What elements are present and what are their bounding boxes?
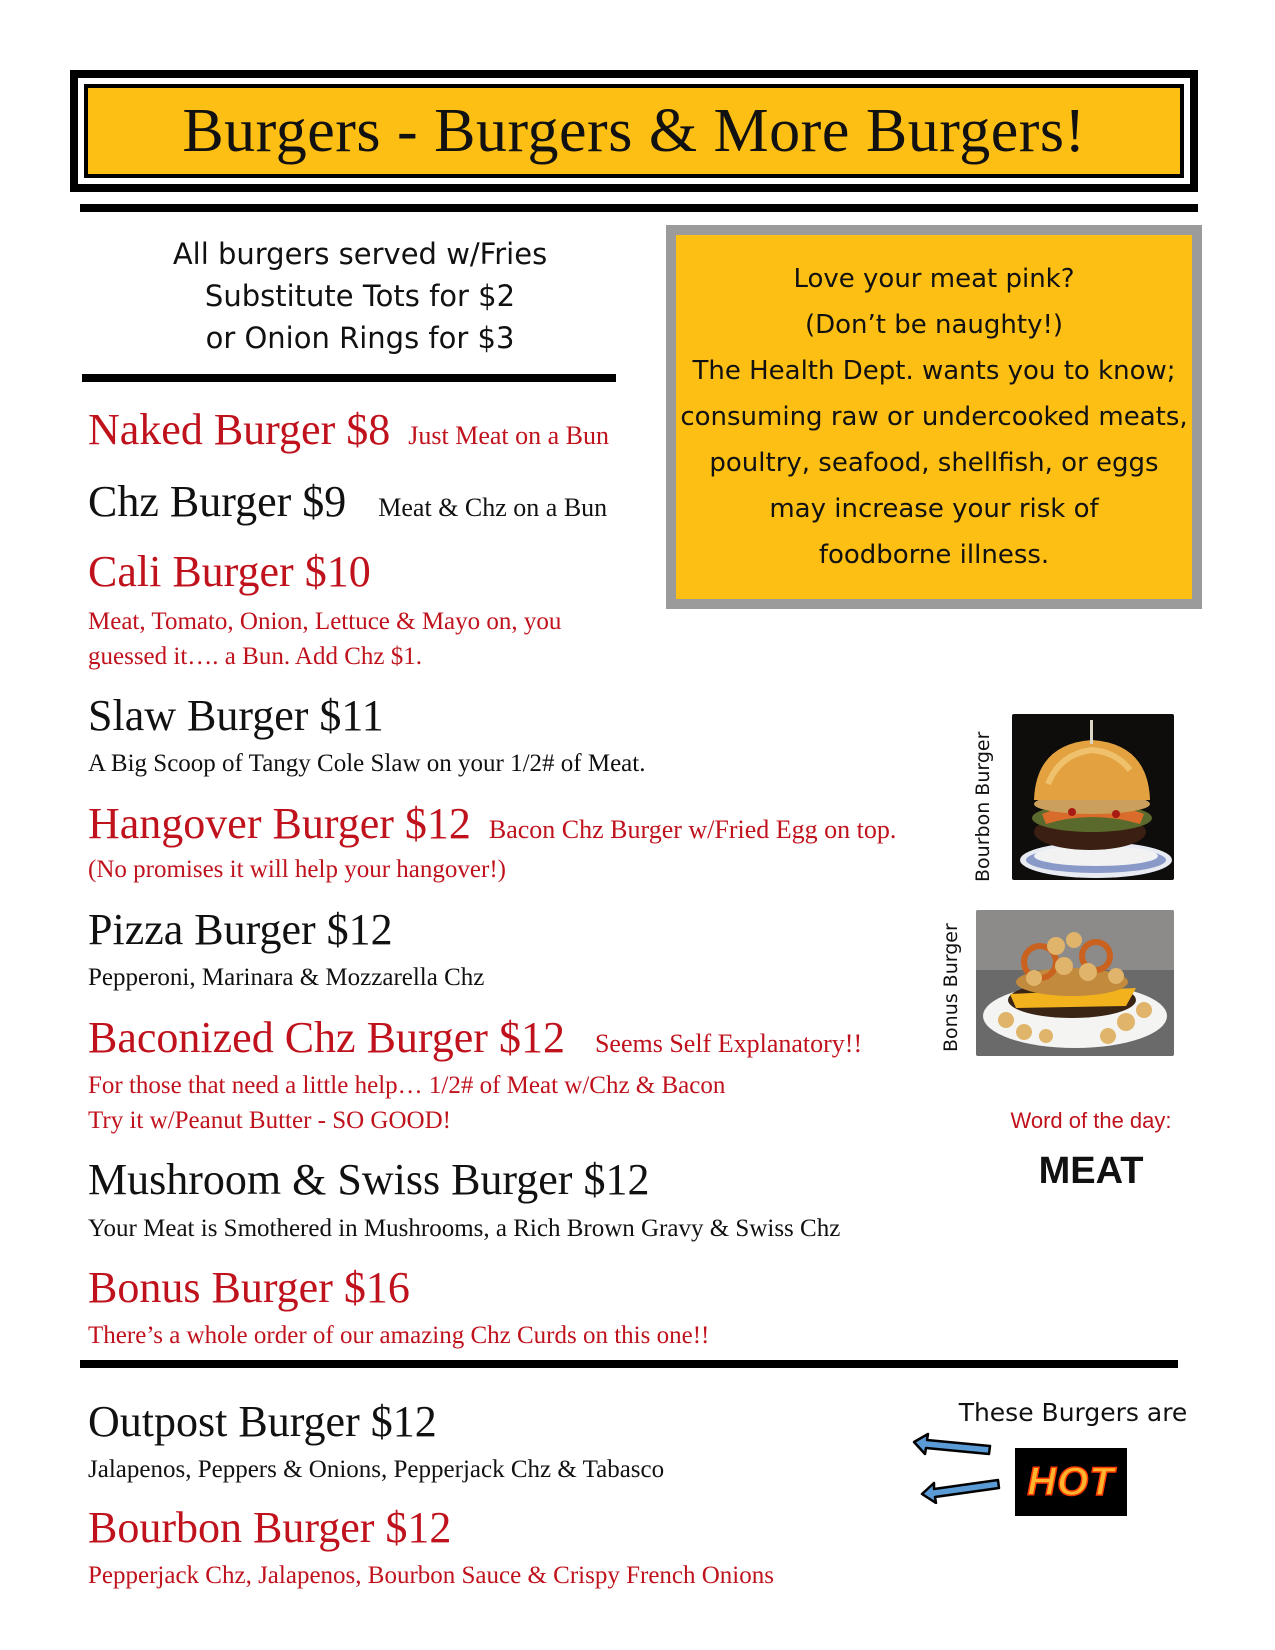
- item-desc: A Big Scoop of Tangy Cole Slaw on your 1/2# of Meat.: [88, 750, 646, 777]
- menu-item-cali: [88, 546, 371, 597]
- item-desc: Try it w/Peanut Butter - SO GOOD!: [88, 1107, 451, 1134]
- menu-item-baconized: [88, 1012, 862, 1063]
- bourbon-burger-photo: [1012, 714, 1174, 880]
- item-note: Just Meat on a Bun: [408, 421, 609, 450]
- menu-item-slaw: [88, 690, 384, 741]
- menu-item-outpost: [88, 1396, 437, 1447]
- menu-item-bourbon: [88, 1502, 451, 1553]
- bonus-burger-photo: [976, 910, 1174, 1056]
- item-desc: For those that need a little help… 1/2# of Meat w/Chz & Bacon: [88, 1072, 726, 1099]
- hot-badge-text: HOT: [1027, 1459, 1115, 1504]
- intro-line: or Onion Rings for $3: [205, 321, 515, 355]
- item-desc: There’s a whole order of our amazing Chz Curds on this one!!: [88, 1322, 710, 1349]
- item-desc: Your Meat is Smothered in Mushrooms, a Rich Brown Gravy & Swiss Chz: [88, 1215, 841, 1242]
- notice-line: may increase your risk of: [769, 494, 1099, 524]
- menu-item-hangover: [88, 798, 896, 849]
- menu-item-mushroom: [88, 1154, 649, 1205]
- photo-label-bonus: Bonus Burger: [940, 923, 962, 1052]
- notice-line: poultry, seafood, shellfish, or eggs: [709, 448, 1159, 478]
- hot-section-divider: [80, 1360, 1178, 1368]
- item-name: Hangover Burger $12: [88, 799, 471, 848]
- health-notice-text: [676, 235, 1192, 599]
- item-desc: Pepperoni, Marinara & Mozzarella Chz: [88, 964, 485, 991]
- item-desc: Pepperjack Chz, Jalapenos, Bourbon Sauce & Crispy French Onions: [88, 1562, 774, 1589]
- notice-line: (Don’t be naughty!): [804, 310, 1064, 340]
- word-of-day-label: Word of the day:: [1010, 1108, 1172, 1133]
- title-banner: [70, 70, 1198, 192]
- intro-line: All burgers served w/Fries: [172, 237, 548, 271]
- photo-label-bourbon: Bourbon Burger: [972, 731, 994, 882]
- item-name: Bourbon Burger $12: [88, 1503, 452, 1552]
- intro-divider: [82, 374, 616, 382]
- word-of-day-word: MEAT: [1038, 1150, 1144, 1192]
- title-banner-inner: [84, 84, 1184, 178]
- item-name: Slaw Burger $11: [88, 691, 384, 740]
- arrow-left-icon: [912, 1432, 994, 1462]
- menu-item-chz: [88, 476, 607, 527]
- item-name: Cali Burger $10: [88, 547, 371, 596]
- item-desc: guessed it…. a Bun. Add Chz $1.: [88, 643, 423, 670]
- item-desc: (No promises it will help your hangover!): [88, 856, 506, 883]
- item-note: Meat & Chz on a Bun: [378, 493, 608, 522]
- hot-caption: These Burgers are: [958, 1398, 1188, 1427]
- menu-item-pizza: [88, 904, 393, 955]
- item-name: Naked Burger $8: [88, 405, 391, 454]
- item-name: Mushroom & Swiss Burger $12: [88, 1155, 650, 1204]
- notice-line: foodborne illness.: [818, 540, 1050, 570]
- item-name: Baconized Chz Burger $12: [88, 1013, 565, 1062]
- health-notice-box: [666, 225, 1202, 609]
- arrow-left-icon: [920, 1474, 1002, 1504]
- item-desc: Meat, Tomato, Onion, Lettuce & Mayo on, you: [88, 608, 562, 635]
- intro-line: Substitute Tots for $2: [204, 279, 516, 313]
- notice-line: consuming raw or undercooked meats,: [680, 402, 1188, 432]
- item-note: Bacon Chz Burger w/Fried Egg on top.: [488, 815, 897, 844]
- intro-text: [90, 233, 630, 359]
- hot-badge: [1015, 1448, 1127, 1516]
- notice-line: The Health Dept. wants you to know;: [692, 356, 1176, 386]
- notice-line: Love your meat pink?: [793, 264, 1075, 294]
- page-title: Burgers - Burgers & More Burgers!: [182, 96, 1086, 165]
- item-note: Seems Self Explanatory!!: [594, 1029, 863, 1058]
- menu-item-naked: [88, 404, 609, 455]
- item-name: Pizza Burger $12: [88, 905, 393, 954]
- item-name: Bonus Burger $16: [88, 1263, 410, 1312]
- title-divider: [80, 204, 1198, 212]
- item-desc: Jalapenos, Peppers & Onions, Pepperjack Chz & Tabasco: [88, 1456, 665, 1483]
- menu-item-bonus: [88, 1262, 410, 1313]
- item-name: Chz Burger $9: [88, 477, 347, 526]
- item-name: Outpost Burger $12: [88, 1397, 437, 1446]
